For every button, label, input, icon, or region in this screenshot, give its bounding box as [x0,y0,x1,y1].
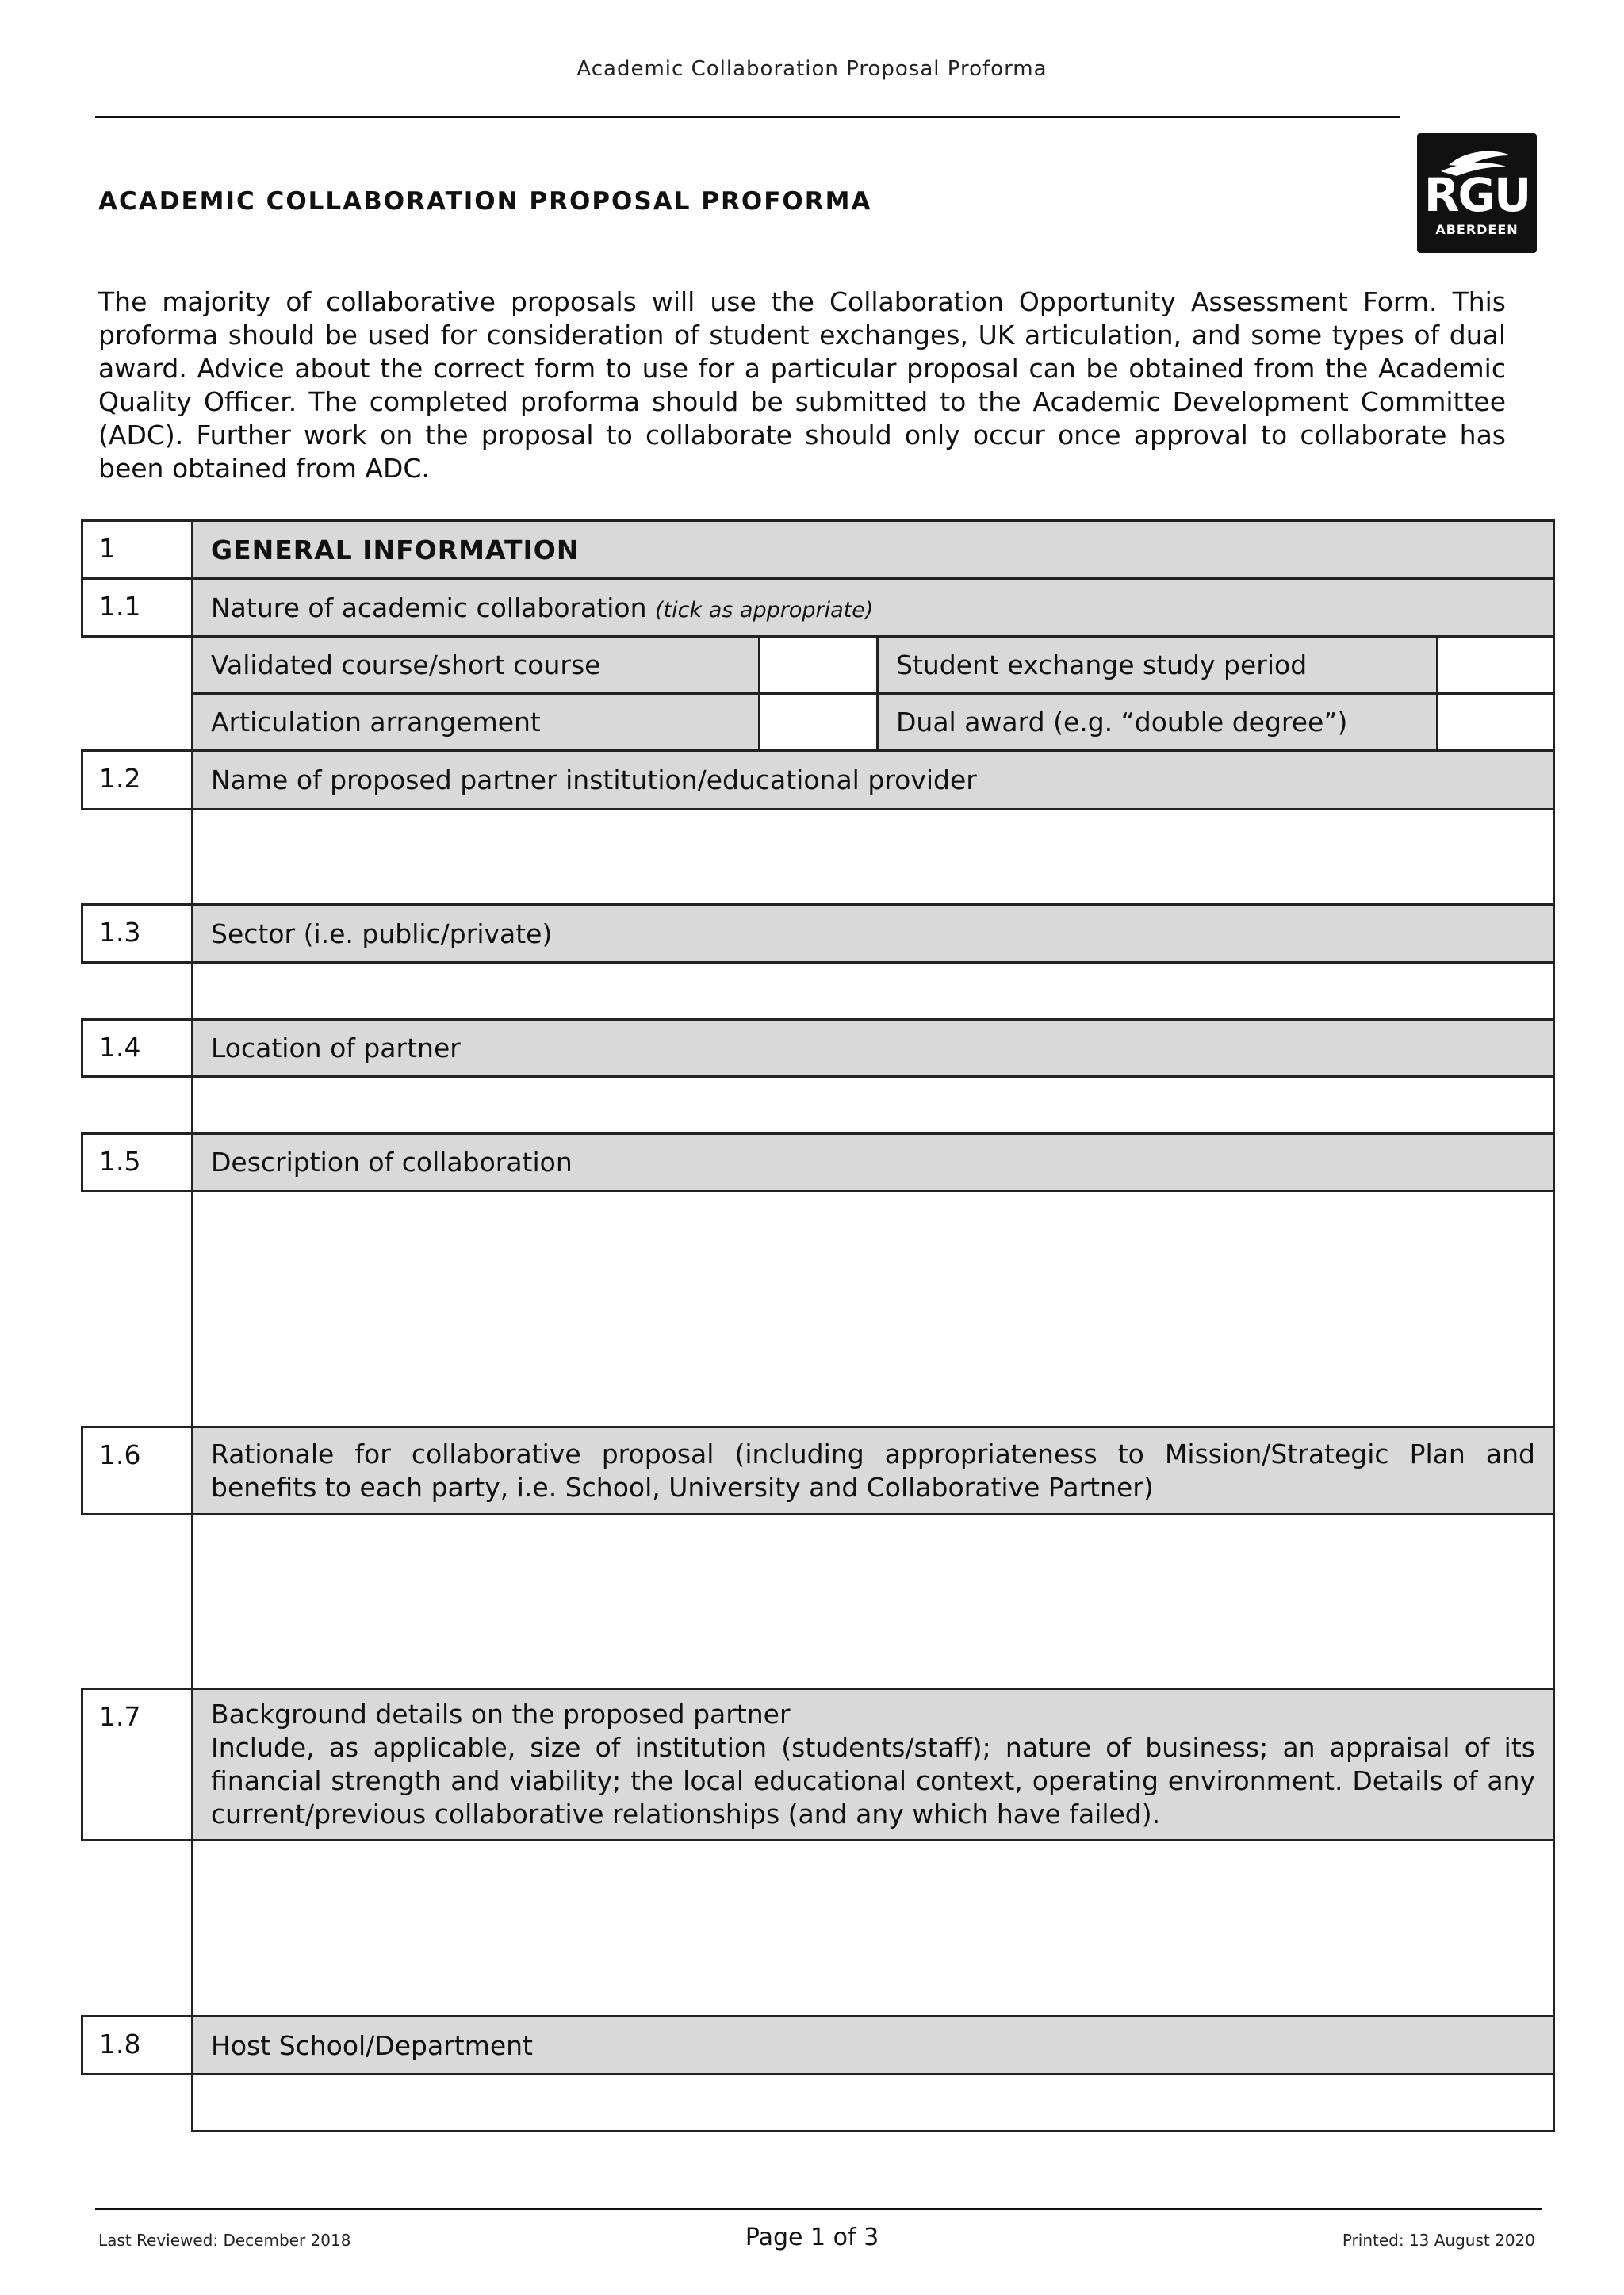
section-row-1-4 [82,1020,1554,1077]
description-field[interactable] [193,1191,1554,1427]
option-label: Student exchange study period [878,637,1438,694]
question-note: (tick as appropriate) [655,597,874,623]
page-number: Page 1 of 3 [745,2224,879,2251]
option-label: Articulation arrangement [193,694,760,751]
section-row-1-1 [82,579,1554,637]
section-row-1-6 [82,1427,1554,1515]
section-number: 1.8 [82,2017,193,2075]
section-row-1-7 [82,1689,1554,1841]
spacer-cell [82,637,193,694]
footer-rule [95,2208,1542,2210]
sector-field[interactable] [193,963,1554,1020]
question-label: Host School/Department [193,2017,1554,2075]
section-heading-text: GENERAL INFORMATION [211,534,580,565]
option-row [82,637,1554,694]
section-number: 1.7 [82,1689,193,1841]
option-label: Dual award (e.g. “double degree”) [878,694,1438,751]
question-label: Sector (i.e. public/private) [193,905,1554,963]
host-school-field[interactable] [193,2075,1554,2132]
logo-subtext: ABERDEEN [1435,222,1519,237]
tick-box-validated-course[interactable] [760,637,878,694]
running-header: Academic Collaboration Proposal Proforma [576,57,1048,81]
answer-row [82,2075,1554,2132]
section-number: 1.5 [82,1134,193,1191]
spacer-cell [82,810,193,905]
question-label [193,579,1554,637]
tick-box-student-exchange[interactable] [1438,637,1554,694]
section-row-1-3 [82,905,1554,963]
section-row-1-5 [82,1134,1554,1191]
question-label: Description of collaboration [193,1134,1554,1191]
rgu-aberdeen-logo [1417,133,1537,253]
question-text: Nature of academic collaboration [211,592,647,623]
section-number: 1.2 [82,751,193,810]
option-row [82,694,1554,751]
question-label: Rationale for collaborative proposal (including appropriateness to Mission/Strategic Plan and benefits to each party, i.e. School, University and Collaborative Partner) [193,1427,1554,1515]
section-number: 1.6 [82,1427,193,1515]
answer-row [82,1515,1554,1689]
spacer-cell [82,1077,193,1134]
section-number: 1.4 [82,1020,193,1077]
partner-name-field[interactable] [193,810,1554,905]
answer-row [82,963,1554,1020]
logo-text: RGU [1423,168,1530,222]
question-text: Background details on the proposed partner [211,1699,791,1730]
spacer-cell [82,963,193,1020]
background-field[interactable] [193,1841,1554,2017]
question-label [193,1689,1554,1841]
intro-paragraph: The majority of collaborative proposals will use the Collaboration Opportunity Assessment Form. This proforma should be used for consideration of student exchanges, UK articulation, and some types of dual award. Advice about the correct form to use for a particular proposal can be obtained from the Academic Quality Officer. The completed proforma should be submitted to the Academic Development Committee (ADC). Further work on the proposal to collaborate should only occur once approval to collaborate has been obtained from ADC. [98,286,1506,484]
spacer-cell [82,1191,193,1427]
proposal-form-table [81,519,1555,2132]
tick-box-dual-award[interactable] [1438,694,1554,751]
question-label: Location of partner [193,1020,1554,1077]
spacer-cell [82,1515,193,1689]
answer-row [82,1191,1554,1427]
section-number: 1 [82,521,193,579]
section-row-1-2 [82,751,1554,810]
answer-row [82,810,1554,905]
printed-date: Printed: 13 August 2020 [1342,2231,1535,2250]
spacer-cell [82,1841,193,2017]
answer-row [82,1077,1554,1134]
section-row-1-8 [82,2017,1554,2075]
section-heading [193,521,1554,579]
question-detail: Include, as applicable, size of institution (students/staff); nature of business; an appraisal of its financial strength and viability; the local educational context, operating environment. Details of any current/previous collaborative relationships (and any which have failed). [211,1732,1535,1829]
spacer-cell [82,2075,193,2132]
section-number: 1.3 [82,905,193,963]
question-label: Name of proposed partner institution/educational provider [193,751,1554,810]
tick-box-articulation[interactable] [760,694,878,751]
document-title: ACADEMIC COLLABORATION PROPOSAL PROFORMA [98,187,872,216]
option-label: Validated course/short course [193,637,760,694]
spacer-cell [82,694,193,751]
answer-row [82,1841,1554,2017]
section-number: 1.1 [82,579,193,637]
section-row-1 [82,521,1554,579]
header-rule [95,116,1400,118]
rationale-field[interactable] [193,1515,1554,1689]
last-reviewed: Last Reviewed: December 2018 [98,2231,351,2250]
location-field[interactable] [193,1077,1554,1134]
